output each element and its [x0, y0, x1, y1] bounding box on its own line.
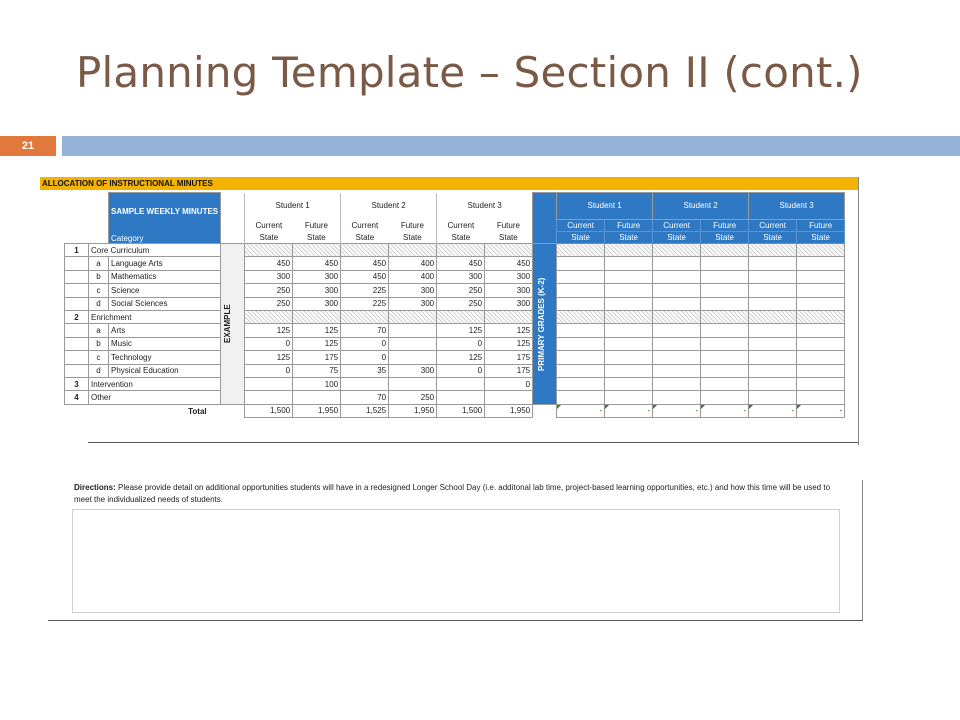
row-label: Enrichment [89, 310, 221, 323]
hatched-cell [701, 310, 749, 323]
row-label: Other [89, 391, 221, 404]
example-value-cell[interactable]: 70 [341, 324, 389, 337]
primary-value-cell[interactable] [653, 391, 701, 404]
primary-value-cell[interactable] [653, 270, 701, 283]
primary-value-cell[interactable] [653, 364, 701, 377]
primary-value-cell[interactable] [605, 324, 653, 337]
example-value-cell[interactable]: 300 [437, 270, 485, 283]
example-value-cell[interactable]: 125 [293, 324, 341, 337]
table-row [65, 257, 845, 270]
primary-student-header: Student 3 [749, 193, 845, 220]
table-row [65, 284, 845, 297]
row-letter: b [89, 337, 109, 350]
example-student-header: Student 1 [245, 193, 341, 220]
primary-value-cell[interactable] [605, 377, 653, 390]
example-total-cell: 1,950 [485, 404, 533, 417]
example-total-cell: 1,500 [437, 404, 485, 417]
row-letter: a [89, 257, 109, 270]
primary-value-cell[interactable] [557, 337, 605, 350]
primary-value-cell[interactable] [749, 284, 797, 297]
table-row [65, 324, 845, 337]
table-row [65, 270, 845, 283]
example-value-cell[interactable]: 0 [437, 364, 485, 377]
example-value-cell[interactable]: 450 [245, 257, 293, 270]
primary-state-header: Current [557, 219, 605, 231]
primary-value-cell[interactable] [605, 257, 653, 270]
row-letter: d [89, 364, 109, 377]
example-value-cell[interactable] [437, 391, 485, 404]
row-label: Arts [109, 324, 221, 337]
example-value-cell[interactable] [389, 351, 437, 364]
primary-value-cell[interactable] [557, 297, 605, 310]
example-state-header: State [499, 232, 518, 242]
example-value-cell[interactable] [389, 324, 437, 337]
hatched-cell [389, 244, 437, 257]
primary-total-cell: - [749, 404, 797, 417]
spacer [533, 404, 557, 417]
example-value-cell[interactable]: 75 [293, 364, 341, 377]
example-value-cell[interactable]: 0 [437, 337, 485, 350]
primary-value-cell[interactable] [749, 337, 797, 350]
example-value-cell[interactable]: 450 [437, 257, 485, 270]
example-value-cell[interactable]: 250 [245, 284, 293, 297]
primary-total-cell: - [797, 404, 845, 417]
slide-number: 21 [0, 136, 56, 156]
allocation-table [64, 192, 845, 418]
example-value-cell[interactable]: 0 [341, 337, 389, 350]
example-value-cell[interactable]: 35 [341, 364, 389, 377]
primary-state-header: State [749, 231, 797, 243]
primary-value-cell[interactable] [605, 364, 653, 377]
example-student-header: Student 3 [437, 193, 533, 220]
primary-state-header: State [653, 231, 701, 243]
example-value-cell[interactable]: 0 [341, 351, 389, 364]
primary-state-header: Future [797, 219, 845, 231]
primary-student-header: Student 2 [653, 193, 749, 220]
example-value-cell[interactable]: 125 [437, 324, 485, 337]
hatched-cell [245, 244, 293, 257]
primary-state-header: State [605, 231, 653, 243]
primary-value-cell[interactable] [797, 391, 845, 404]
row-letter: c [89, 351, 109, 364]
primary-value-cell[interactable] [653, 324, 701, 337]
primary-value-cell[interactable] [557, 351, 605, 364]
primary-state-header: State [797, 231, 845, 243]
table-row [65, 364, 845, 377]
example-value-cell[interactable]: 125 [245, 324, 293, 337]
example-value-cell[interactable]: 300 [293, 270, 341, 283]
example-value-cell[interactable] [437, 377, 485, 390]
example-value-cell[interactable]: 300 [389, 284, 437, 297]
sheet-header: ALLOCATION OF INSTRUCTIONAL MINUTES [40, 177, 858, 190]
example-value-cell[interactable]: 0 [245, 364, 293, 377]
row-number [65, 364, 89, 377]
primary-value-cell[interactable] [653, 284, 701, 297]
row-number [65, 324, 89, 337]
table-row [65, 337, 845, 350]
primary-value-cell[interactable] [701, 297, 749, 310]
primary-spacer [533, 193, 557, 244]
example-value-cell[interactable]: 450 [293, 257, 341, 270]
example-value-cell[interactable]: 300 [389, 297, 437, 310]
example-value-cell[interactable]: 450 [341, 270, 389, 283]
row-label: Mathematics [109, 270, 221, 283]
hatched-cell [485, 310, 533, 323]
row-number [65, 284, 89, 297]
primary-value-cell[interactable] [701, 364, 749, 377]
primary-value-cell[interactable] [605, 337, 653, 350]
example-column-label [221, 244, 245, 405]
example-student-header: Student 2 [341, 193, 437, 220]
row-label: Science [109, 284, 221, 297]
primary-value-cell[interactable] [749, 257, 797, 270]
row-number [65, 297, 89, 310]
example-total-cell: 1,950 [389, 404, 437, 417]
primary-value-cell[interactable] [701, 391, 749, 404]
example-value-cell[interactable]: 300 [485, 270, 533, 283]
example-state-header: State [403, 232, 422, 242]
example-value-cell[interactable]: 250 [437, 284, 485, 297]
example-state-header: State [307, 232, 326, 242]
sample-label: SAMPLE WEEKLY MINUTES [111, 207, 219, 216]
primary-value-cell[interactable] [749, 324, 797, 337]
example-value-cell[interactable]: 0 [485, 377, 533, 390]
primary-value-cell[interactable] [653, 351, 701, 364]
primary-total-cell: - [701, 404, 749, 417]
row-label: Music [109, 337, 221, 350]
hatched-cell [437, 310, 485, 323]
primary-value-cell[interactable] [749, 297, 797, 310]
example-value-cell[interactable]: 70 [341, 391, 389, 404]
example-value-cell[interactable] [485, 391, 533, 404]
table-row [65, 310, 845, 323]
example-state-header: Future [304, 220, 328, 230]
primary-state-header: Current [749, 219, 797, 231]
hatched-cell [701, 244, 749, 257]
primary-value-cell[interactable] [797, 364, 845, 377]
table-row [65, 377, 845, 390]
primary-value-cell[interactable] [797, 297, 845, 310]
row-number: 4 [65, 391, 89, 404]
primary-total-cell: - [605, 404, 653, 417]
row-label: Technology [109, 351, 221, 364]
title-rule-bar [62, 136, 960, 156]
primary-value-cell[interactable] [605, 351, 653, 364]
primary-value-cell[interactable] [749, 391, 797, 404]
allocation-sheet [40, 177, 859, 445]
row-letter: a [89, 324, 109, 337]
hatched-cell [605, 244, 653, 257]
primary-value-cell[interactable] [653, 337, 701, 350]
example-value-cell[interactable]: 125 [245, 351, 293, 364]
primary-state-header: Current [653, 219, 701, 231]
hatched-cell [485, 244, 533, 257]
example-value-cell[interactable]: 225 [341, 297, 389, 310]
hatched-cell [653, 244, 701, 257]
primary-value-cell[interactable] [797, 257, 845, 270]
primary-state-header: State [557, 231, 605, 243]
example-total-cell: 1,500 [245, 404, 293, 417]
primary-value-cell[interactable] [653, 297, 701, 310]
example-value-cell[interactable]: 250 [437, 297, 485, 310]
example-value-cell[interactable]: 175 [293, 351, 341, 364]
example-value-cell[interactable]: 125 [293, 337, 341, 350]
category-label: Category [111, 234, 144, 243]
example-state-header: Current [245, 219, 293, 231]
slide-title: Planning Template – Section II (cont.) [76, 48, 863, 97]
primary-value-cell[interactable] [557, 324, 605, 337]
table-row [65, 297, 845, 310]
example-value-cell[interactable]: 300 [245, 270, 293, 283]
hatched-cell [557, 310, 605, 323]
example-state-header: Future [496, 220, 520, 230]
example-state-header: State [437, 231, 485, 243]
primary-value-cell[interactable] [797, 351, 845, 364]
table-row [65, 391, 845, 404]
spacer [221, 404, 245, 417]
example-value-cell[interactable]: 300 [389, 364, 437, 377]
row-number [65, 257, 89, 270]
primary-student-header: Student 1 [557, 193, 653, 220]
directions-label: Directions: [74, 483, 116, 492]
row-label: Core Curriculum [89, 244, 221, 257]
example-value-cell[interactable]: 300 [485, 297, 533, 310]
directions-text [74, 482, 844, 506]
example-state-header: Current [437, 219, 485, 231]
table-row [65, 351, 845, 364]
primary-grades-column [533, 244, 557, 405]
example-state-header: State [245, 231, 293, 243]
primary-grades-label: PRIMARY GRADES (K-2) [537, 277, 547, 371]
hatched-cell [557, 244, 605, 257]
primary-value-cell[interactable] [605, 391, 653, 404]
row-letter: d [89, 297, 109, 310]
row-label: Physical Education [109, 364, 221, 377]
total-row [65, 404, 845, 417]
hatched-cell [437, 244, 485, 257]
example-value-cell[interactable] [245, 377, 293, 390]
directions-section [48, 480, 863, 621]
row-label: Language Arts [109, 257, 221, 270]
primary-value-cell[interactable] [701, 270, 749, 283]
hatched-cell [749, 310, 797, 323]
primary-value-cell[interactable] [701, 337, 749, 350]
sample-weekly-minutes-header [109, 193, 221, 244]
hatched-cell [341, 244, 389, 257]
table-row [65, 244, 845, 257]
row-number [65, 270, 89, 283]
example-value-cell[interactable]: 300 [485, 284, 533, 297]
primary-value-cell[interactable] [653, 257, 701, 270]
hatched-cell [605, 310, 653, 323]
example-value-cell[interactable]: 0 [245, 337, 293, 350]
row-number [65, 351, 89, 364]
primary-value-cell[interactable] [797, 377, 845, 390]
example-value-cell[interactable] [389, 377, 437, 390]
example-value-cell[interactable]: 125 [485, 324, 533, 337]
primary-value-cell[interactable] [605, 297, 653, 310]
primary-value-cell[interactable] [749, 270, 797, 283]
spacer [221, 193, 245, 244]
primary-value-cell[interactable] [701, 377, 749, 390]
primary-value-cell[interactable] [557, 391, 605, 404]
example-total-cell: 1,950 [293, 404, 341, 417]
hatched-cell [389, 310, 437, 323]
row-number: 1 [65, 244, 89, 257]
example-total-cell: 1,525 [341, 404, 389, 417]
example-value-cell[interactable]: 100 [293, 377, 341, 390]
hatched-cell [797, 310, 845, 323]
hatched-cell [293, 310, 341, 323]
primary-value-cell[interactable] [701, 284, 749, 297]
primary-value-cell[interactable] [653, 377, 701, 390]
example-state-header: Current [341, 219, 389, 231]
primary-value-cell[interactable] [749, 364, 797, 377]
primary-value-cell[interactable] [701, 324, 749, 337]
example-label: EXAMPLE [223, 304, 233, 344]
example-value-cell[interactable]: 125 [485, 337, 533, 350]
student-header-row [65, 193, 845, 220]
blank-cell [65, 193, 109, 244]
primary-total-cell: - [557, 404, 605, 417]
row-label: Intervention [89, 377, 221, 390]
primary-value-cell[interactable] [557, 364, 605, 377]
example-value-cell[interactable]: 400 [389, 257, 437, 270]
primary-value-cell[interactable] [749, 351, 797, 364]
row-letter: b [89, 270, 109, 283]
primary-value-cell[interactable] [557, 377, 605, 390]
example-value-cell[interactable]: 450 [341, 257, 389, 270]
hatched-cell [245, 310, 293, 323]
primary-value-cell[interactable] [701, 351, 749, 364]
primary-total-cell: - [653, 404, 701, 417]
hatched-cell [653, 310, 701, 323]
primary-state-header: Future [605, 219, 653, 231]
example-value-cell[interactable]: 450 [485, 257, 533, 270]
primary-value-cell[interactable] [797, 284, 845, 297]
example-value-cell[interactable] [245, 391, 293, 404]
hatched-cell [293, 244, 341, 257]
example-state-header: Future [400, 220, 424, 230]
primary-value-cell[interactable] [749, 377, 797, 390]
hatched-cell [749, 244, 797, 257]
row-number: 2 [65, 310, 89, 323]
example-value-cell[interactable] [293, 391, 341, 404]
example-value-cell[interactable]: 125 [437, 351, 485, 364]
primary-value-cell[interactable] [701, 257, 749, 270]
example-value-cell[interactable] [341, 377, 389, 390]
sheet-bottom-line [88, 442, 858, 443]
total-label: Total [188, 406, 207, 416]
row-number: 3 [65, 377, 89, 390]
example-value-cell[interactable]: 250 [389, 391, 437, 404]
example-value-cell[interactable] [389, 337, 437, 350]
primary-value-cell[interactable] [605, 270, 653, 283]
example-value-cell[interactable]: 175 [485, 351, 533, 364]
example-state-header: State [341, 231, 389, 243]
directions-body: Please provide detail on additional opportunities students will have in a redesigned Longer School Day (i.e. additonal lab time, project-based learning opportunities, etc.) and how this time will be used to meet the individualized needs of students. [74, 483, 831, 504]
example-value-cell[interactable]: 300 [293, 284, 341, 297]
primary-value-cell[interactable] [605, 284, 653, 297]
example-value-cell[interactable]: 300 [293, 297, 341, 310]
example-value-cell[interactable]: 225 [341, 284, 389, 297]
primary-value-cell[interactable] [557, 257, 605, 270]
row-letter: c [89, 284, 109, 297]
example-value-cell[interactable]: 250 [245, 297, 293, 310]
directions-input-box[interactable] [72, 509, 840, 613]
example-value-cell[interactable]: 400 [389, 270, 437, 283]
row-number [65, 337, 89, 350]
primary-value-cell[interactable] [557, 284, 605, 297]
hatched-cell [797, 244, 845, 257]
primary-value-cell[interactable] [797, 337, 845, 350]
primary-value-cell[interactable] [797, 324, 845, 337]
example-value-cell[interactable]: 175 [485, 364, 533, 377]
hatched-cell [341, 310, 389, 323]
primary-value-cell[interactable] [797, 270, 845, 283]
primary-state-header: Future [701, 219, 749, 231]
primary-state-header: State [701, 231, 749, 243]
primary-value-cell[interactable] [557, 270, 605, 283]
row-label: Social Sciences [109, 297, 221, 310]
